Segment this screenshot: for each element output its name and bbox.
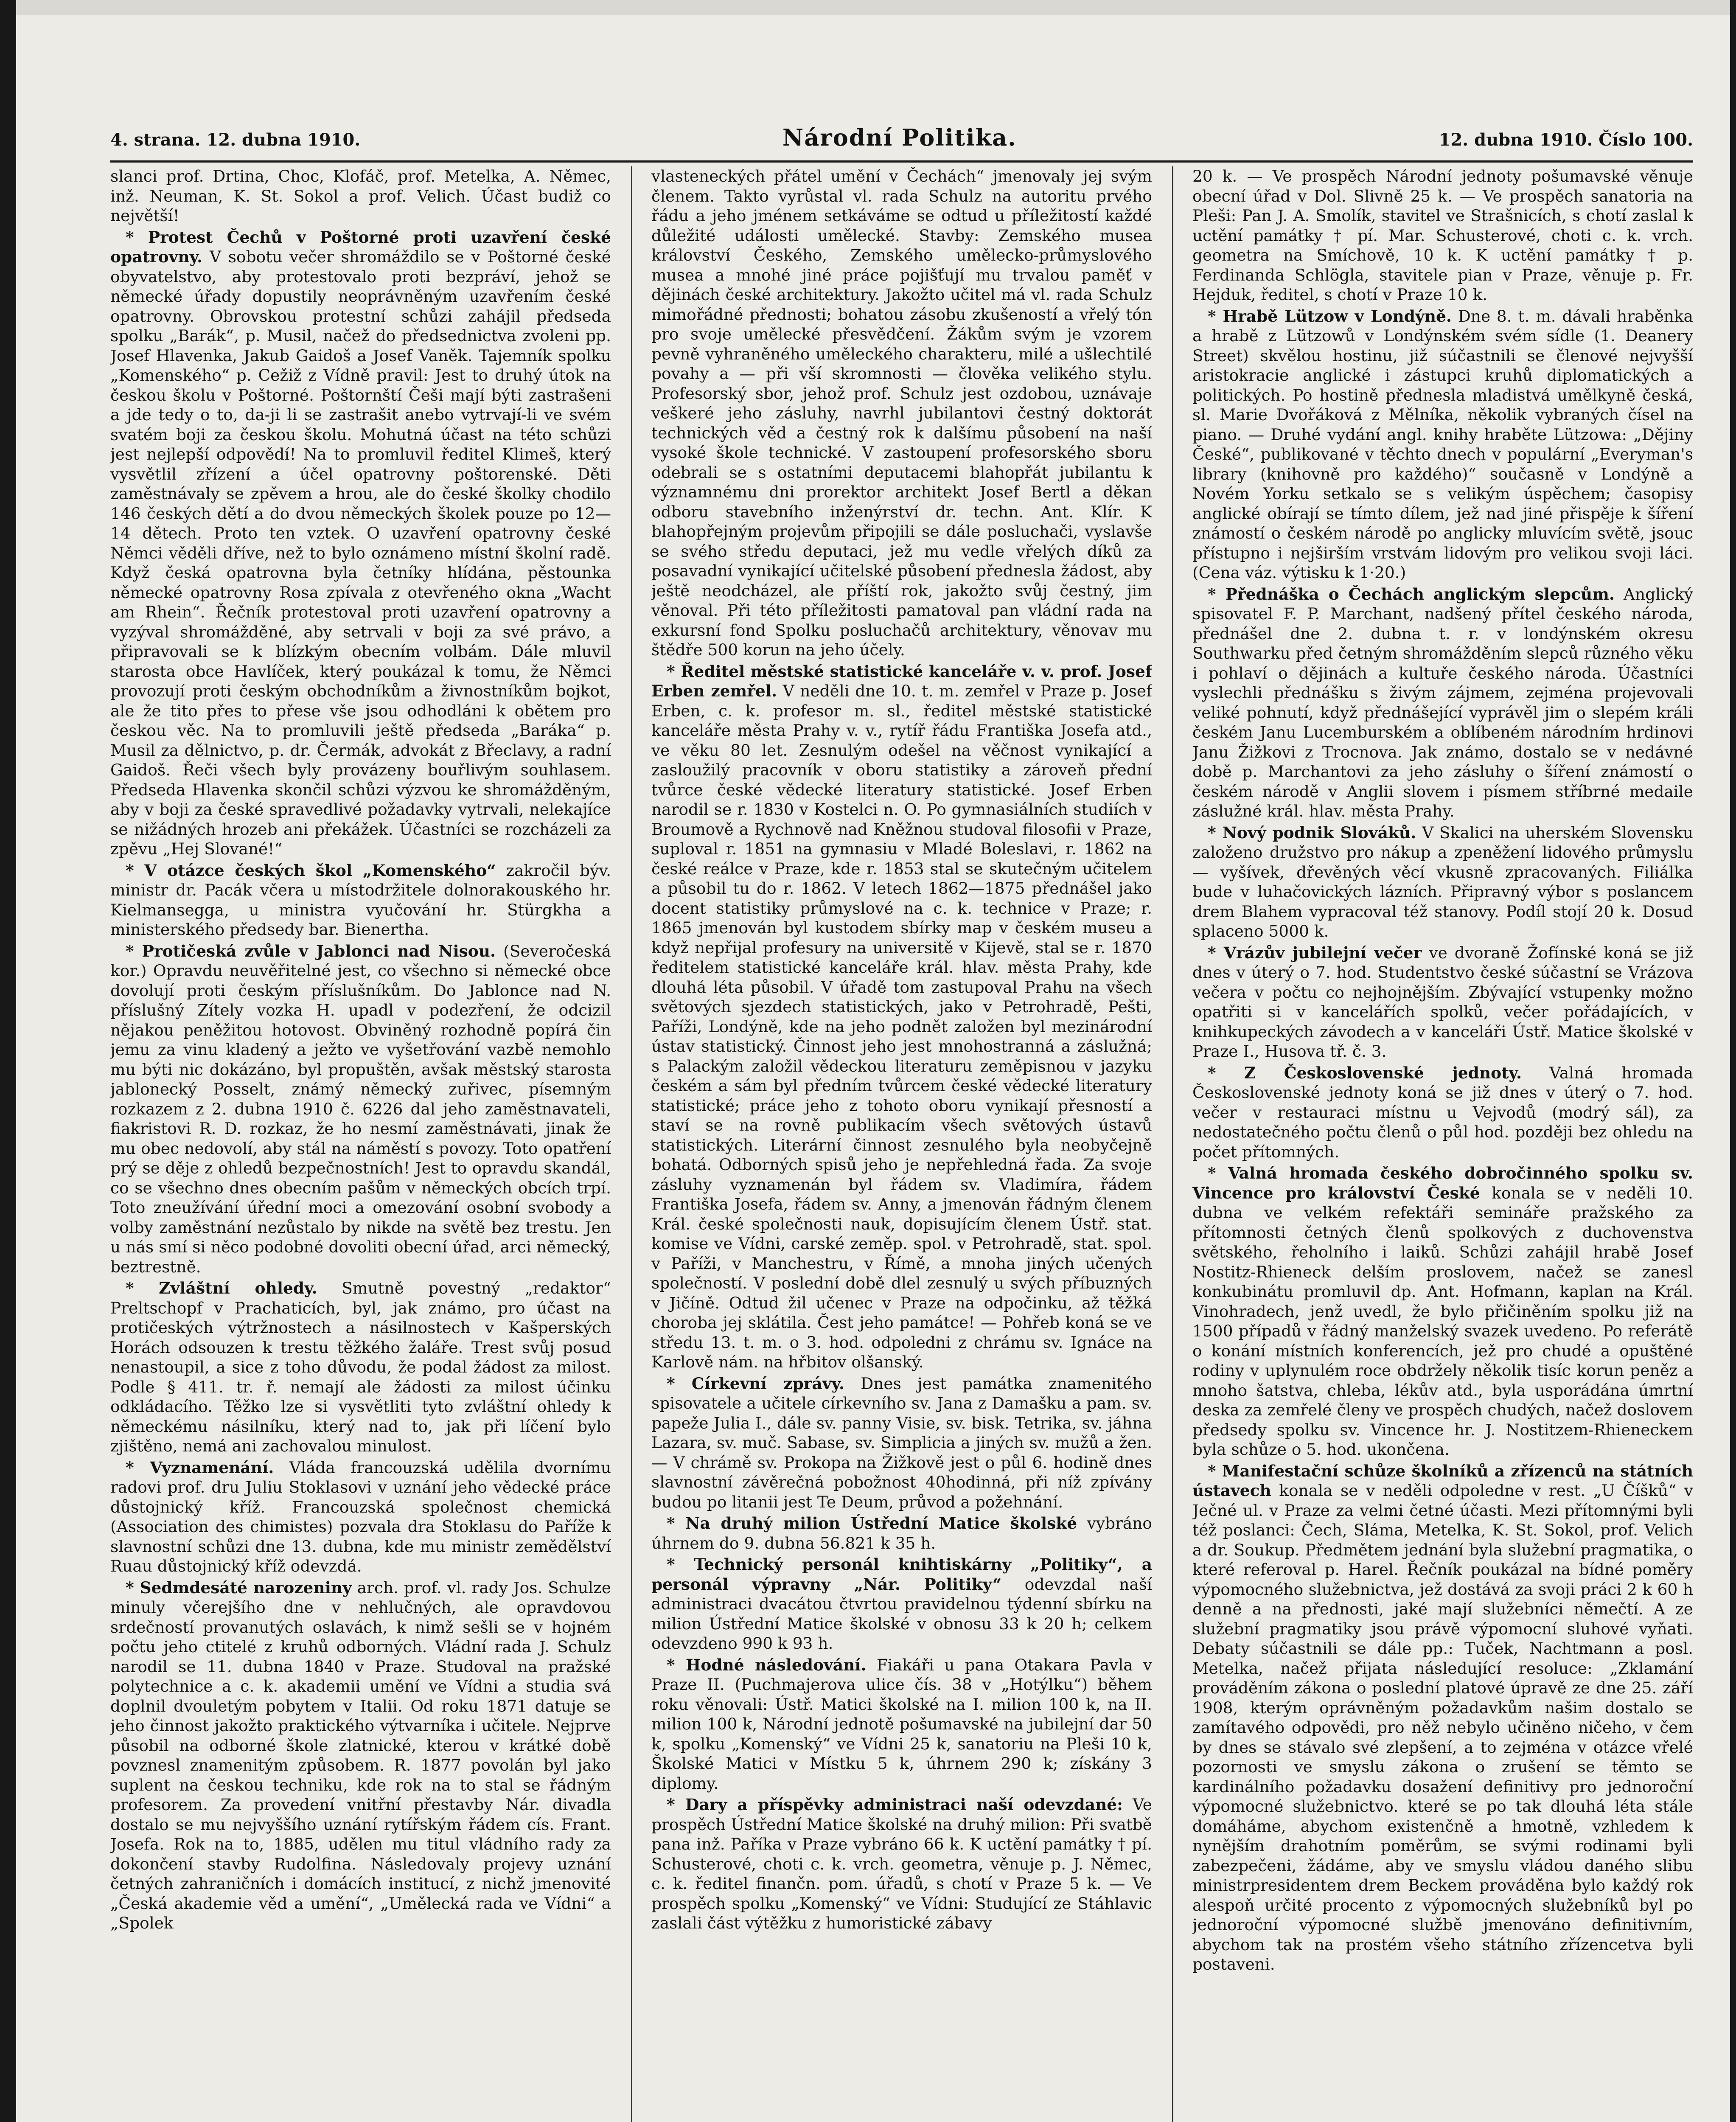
- paragraph-text: Dne 8. t. m. dávali hraběnka a hrabě z Lützowů v Londýnském svém sídle (1. Deanery Street) skvělou hostinu, již súčastnili se členové nejvyšší aristokracie anglické i zástupci kruhů diplomatických a politických. Po hostině přednesla mladistvá umělkyně česká, sl. Marie Dvořáková z Mělníka, několik vybraných čísel na piano. — Druhé vydání angl. knihy hraběte Lützowa: „Dějiny České“, publikované v těchto dnech v populární „Everyman's library (knihovně pro každého)“ současně v Londýně a Novém Yorku setkalo se s velikým úspěchem; časopisy anglické obírají se tímto dílem, jež nad jiné přispěje k šíření známostí o českém národě po anglicky mluvícím světě, jsouc přístupno i nejširším vrstvám lidovým pro velikou svoji láci. (Cena váz. výtisku k 1·20.): [1192, 306, 1693, 582]
- paragraph-headline: * Protest Čechů v Poštorné proti uzavření české opatrovny.: [110, 227, 611, 266]
- news-paragraph: [1192, 584, 1693, 821]
- paragraph-headline: * Protičeská zvůle v Jablonci nad Nisou.: [126, 941, 496, 960]
- paragraph-text: Dnes jest památka znamenitého spisovatele a učitele církevního sv. Jana z Damašku a pam. sv. papeže Julia I., dále sv. panny Visie, sv. bisk. Tetrika, sv. jáhna Lazara, sv. muč. Sabase, sv. Simplicia a jiných sv. mužů a žen. — V chrámě sv. Prokopa na Žižkově jest o půl 6. hodině dnes slavnostní závěrečná pobožnost 40hodinná, při níž zpívány budou po litanii jest Te Deum, průvod a požehnání.: [651, 1374, 1152, 1511]
- news-paragraph: [651, 1655, 1152, 1794]
- paragraph-headline: * Na druhý milion Ústřední Matice školské: [667, 1514, 1077, 1533]
- paragraph-text: vybráno úhrnem do 9. dubna 56.821 k 35 h.: [651, 1514, 1152, 1552]
- scan-border-left: [0, 0, 16, 2122]
- news-paragraph: [1192, 1163, 1693, 1460]
- paragraph-headline: * Manifestační schůze školníků a zřízenců na státních ústavech: [1192, 1461, 1693, 1500]
- paragraph-text: slanci prof. Drtina, Choc, Klofáč, prof. Metelka, A. Němec, inž. Neuman, K. St. Sokol a prof. Velich. Účast budiž co největší!: [110, 167, 611, 225]
- scan-border-top: [0, 0, 1736, 15]
- paragraph-headline: * Přednáška o Čechách anglickým slepcům.: [1208, 584, 1615, 603]
- news-paragraph: [651, 1513, 1152, 1553]
- paragraph-headline: * Technický personál knihtiskárny „Politiky“, a personál výpravny „Nár. Politiky“: [651, 1555, 1152, 1594]
- newspaper-title: Národní Politika.: [782, 124, 1017, 151]
- paragraph-headline: * Ředitel městské statistické kanceláře v. v. prof. Josef Erben zemřel.: [651, 662, 1152, 700]
- news-paragraph: [1192, 306, 1693, 583]
- paragraph-text: konala se v neděli 10. dubna ve velkém refektáři semináře pražského za přítomnosti četných členů spolkových z duchovenstva světského, řeholního i laiků. Schůzi zahájil hrabě Josef Nostitz-Rhieneck delším proslovem, načež se zanesl konkubinátu promluvil dp. Ant. Hofmann, kaplan na Král. Vinohradech, jenž uvedl, že bylo přičiněním spolku již na 1500 případů v řádný manželský svazek uvedeno. Po referátě o konání místních konferencích, jež pro chudé a opuštěné rodiny v uplynulém roce obdržely několik tisíc korun peněz a mnoho šatstva, chleba, lékův atd., byla usporádána úmrtní deska za zemřelé členy ve prospěch chudých, načež doslovem předsedy spolku sv. Vincence hr. J. Nostitzem-Rhieneckem byla schůze o 5. hod. ukončena.: [1192, 1183, 1693, 1459]
- news-paragraph: [1192, 943, 1693, 1061]
- news-paragraph: [110, 861, 611, 940]
- news-paragraph: [110, 227, 611, 859]
- paragraph-text: konala se v neděli odpoledne v rest. „U Číšků“ v Ječné ul. v Praze za velmi četné účasti. Mezi přítomnými byli též poslanci: Čech, Sláma, Metelka, K. St. Sokol, prof. Velich a dr. Soukup. Předmětem jednání byla služební pragmatika, o které referoval p. Harel. Řečník poukázal na bídné poměry výpomocného služebnictva, jež dostává za svoji práci 2 k 60 h denně a na přednosti, jaké mají služebníci němečtí. A ze služební pragmatiky jsou právě výpomocní sluhové vyňati. Debaty súčastnili se dále pp.: Tuček, Nachtmann a posl. Metelka, načež přijata následující resoluce: „Zklamání prováděním zákona o poslední platové úpravě ze dne 25. září 1908, kterým oprávněným požadavkům našim dostalo se zamítavého odpovědi, pro něž nebylo učiněno ničeho, v čem by dnes se stávalo své zlepšení, a to zejména v otázce vřelé pozornosti ve smyslu zákona o zrušení se těmto se kardinálního požadavku dosažení definitivy pro jednoroční výpomocné služebnictvo. které se po tak dlouhá léta stále domáháme, abychom existenčně a hmotně, vzhledem k nynějším drahotním poměrům, se svými rodinami byli zabezpečeni, žádáme, aby ve smyslu vládou daného slibu ministrpresidentem drem Beckem prováděna bylo každý rok alespoň určité procento z výpomocných služebníků byl po jednoroční výpomocné službě jmenováno definitivním, abychom tak na prostém všeho státního zřízencetva byli postaveni.: [1192, 1481, 1693, 1973]
- news-paragraph: [110, 1278, 611, 1456]
- paragraph-text: 20 k. — Ve prospěch Národní jednoty pošumavské věnuje obecní úřad v Dol. Slivně 25 k. — Ve prospěch sanatoria na Pleši: Pan J. A. Smolík, stavitel ve Strašnicích, s chotí zaslal k uctění památky † pí. Mar. Schusterové, choti c. k. vrch. geometra na Smíchově, 10 k. K uctění památky † p. Ferdinanda Schlögla, stavitele pian v Praze, věnuje p. Fr. Hejduk, ředitel, s chotí v Praze 10 k.: [1192, 167, 1693, 304]
- paragraph-headline: * Církevní zprávy.: [667, 1374, 845, 1393]
- paragraph-text: V Skalici na uherském Slovensku založeno družstvo pro nákup a zpeněžení lidového průmyslu — vyšívek, dřevěných věcí vkusně zpracovaných. Filiálka bude v luhačovických lázních. Připravný výbor s poslancem drem Blahem vypracoval též stanovy. Podíl stojí 20 k. Dosud splaceno 5000 k.: [1192, 823, 1693, 940]
- paragraph-headline: * Nový podnik Slováků.: [1208, 823, 1416, 842]
- paragraph-text: ve dvoraně Žofínské koná se již dnes v úterý o 7. hod. Studentstvo české súčastní se Vrázova večera v počtu co nejhojnějším. Zbývající vstupenky možno opatřiti si v kancelářích spolků, večer pořádajících, v knihkupeckých závodech a v kanceláři Ústř. Matice školské v Praze I., Husova tř. č. 3.: [1192, 943, 1693, 1061]
- paragraph-text: odevzdal naší administraci dvacátou čtvrtou pravidelnou týdenní sbírku na milion Ústřední Matice školské v obnosu 33 k 20 h; celkem odevzdeno 990 k 93 h.: [651, 1575, 1152, 1653]
- news-paragraph: [1192, 1461, 1693, 1974]
- paragraph-headline: * Dary a příspěvky administraci naší odevzdané:: [667, 1795, 1123, 1814]
- paragraph-headline: * Valná hromada českého dobročinného spolku sv. Vincence pro království České: [1192, 1164, 1693, 1202]
- paragraph-text: zakročil býv. ministr dr. Pacák včera u místodržitele dolnorakouského hr. Kielmansegga, u ministra vyučování hr. Stürgkha a ministerského předsedy bar. Bienertha.: [110, 861, 611, 939]
- page-header: [110, 124, 1693, 158]
- paragraph-text: Smutně povestný „redaktor“ Preltschopf v Prachaticích, byl, jak známo, pro účast na protičeských výtržnostech a násilnostech v Kašperských Horách odsouzen k trestu těžkého žaláře. Trest svůj posud nenastoupil, a sice z toho důvodu, že podal žádost za milost. Podle § 411. tr. ř. nemají ale žádosti za milost účinku odkládacího. Těžko lze si vysvětliti tyto zvláštní ohledy k německému násilníku, který nad to, jak při líčení bylo zjištěno, nemá ani zachovalou minulost.: [110, 1279, 611, 1455]
- paragraph-headline: * Hodné následování.: [667, 1655, 867, 1674]
- paragraph-text: V neděli dne 10. t. m. zemřel v Praze p. Josef Erben, c. k. profesor m. sl., ředitel městské statistické kanceláře města Prahy v. v., rytíř řádu Františka Josefa atd., ve věku 80 let. Zesnulým odešel na věčnost vynikající a zasloužilý pracovník v oboru statistiky a zároveň přední tvůrce české vědecké literatury statistické. Josef Erben narodil se r. 1830 v Kostelci n. O. Po gymnasiálních studiích v Broumově a Rychnově nad Kněžnou studoval filosofii v Praze, suploval r. 1851 na gymnasiu v Mladé Boleslavi, r. 1862 na české reálce v Praze, kde r. 1853 stal se skutečným učitelem a působil tu do r. 1862. V letech 1862—1875 přednášel jako docent statistiky průmyslové na c. k. technice v Praze; r. 1865 jmenován byl kustodem sbírky map v českém museu a když nepřijal profesury na universitě v Kijevě, stal se r. 1870 ředitelem statistické kanceláře král. hlav. města Prahy, kde dlouhá léta působil. V úřadě tom zastupoval Prahu na všech světových sjezdech statistických, jako v Petrohradě, Pešti, Paříži, Londýně, kde na jeho podnět založen byl mezinárodní ústav statistický. Činnost jeho jest mnohostranná a záslužná; s Palackým založil vědeckou literaturu zeměpisnou v jazyku českém a sám byl předním tvůrcem české vědecké literatury statistické; práce jeho z tohoto oboru vynikají přesností a staví se na rovně publikacím všech světových ústavů statistických. Literární činnost zesnulého byla neobyčejně bohatá. Odborných spisů jeho je nepřehledná řada. Za svoje zásluhy vyznamenán byl řádem sv. Vladimíra, řádem Františka Josefa, řádem sv. Anny, a jmenován řádným členem Král. české společnosti nauk, dopisujícím členem Ústř. stat. komise ve Vídni, carské zeměp. spol. v Petrohradě, stat. spol. v Paříži, v Manchestru, v Římě, a mnoha jiných učených společností. V poslední době dlel zesnulý u svých příbuzných v Jičíně. Odtud žil učenec v Praze na odpočinku, až těžká choroba jej sklátila. Čest jeho památce! — Pohřeb koná se ve středu 13. t. m. o 3. hod. odpoledni z chrámu sv. Ignáce na Karlově nám. na hřbitov olšanský.: [651, 682, 1152, 1371]
- column-2: [651, 166, 1152, 2122]
- scan-border-right: [1730, 0, 1736, 2122]
- paragraph-headline: * Hrabě Lützow v Londýně.: [1208, 306, 1452, 326]
- paragraph-text: Vláda francouzská udělila dvornímu radovi prof. dru Juliu Stoklasovi v uznání jeho vědecké práce důstojnický kříž. Francouzská společnost chemická (Association des chimistes) pozvala dra Stoklasu do Paříže k slavnostní schůzi dne 13. dubna, kde mu ministr zemědělství Ruau důstojnický kříž odevzdá.: [110, 1458, 611, 1575]
- paragraph-headline: * Zvláštní ohledy.: [126, 1279, 317, 1297]
- paragraph-headline: * Sedmdesáté narozeniny: [126, 1578, 352, 1597]
- column-3: [1192, 166, 1693, 2122]
- paragraph-text: Ve prospěch Ústřední Matice školské na druhý milion: Při svatbě pana inž. Paříka v Praze vybráno 66 k. K uctění památky † pí. Schusterové, choti c. k. vrch. geometra, věnuje p. J. Němec, c. k. ředitel finančn. pom. úřadů, s chotí v Praze 5 k. — Ve prospěch spolku „Komenský“ ve Vídni: Studující ze Stáhlavic zaslali část výtěžku z humoristické zábavy: [651, 1795, 1152, 1932]
- paragraph-text: V sobotu večer shromáždilo se v Poštorné české obyvatelstvo, aby protestovalo proti bezpráví, jehož se německé úřady dopustily neoprávněným uzavřením české opatrovny. Obrovskou protestní schůzi zahájil předseda spolku „Barák“, p. Musil, načež do předsednictva zvoleni pp. Josef Hlavenka, Jakub Gaidoš a Josef Vaněk. Tajemník spolku „Komenského“ p. Cežiž z Vídně pravil: Jest to druhý útok na českou školu v Poštorné. Poštornští Češi mají býti zastrašeni a jde tedy o to, da-ji li se zastrašit anebo vytrvají-li ve svém svatém boji za českou školu. Mohutná účast na této schůzi jest nejlepší odpovědí! Na to promluvil ředitel Klimeš, který vysvětlil zřízení a účel opatrovny poštorenské. Děti zaměstnávaly se zpěvem a hrou, ale do české školky chodilo 146 českých dětí a do dvou německých školek pouze po 12—14 dětech. Proto ten vztek. O uzavření opatrovny české Němci věděli dříve, než to bylo oznámeno místní školní radě. Když česká opatrovna byla četníky hlídána, pěstounka německé opatrovny Rosa zpívala z otevřeného okna „Wacht am Rhein“. Řečník protestoval proti uzavření opatrovny a vyzýval shromážděné, aby setrvali v boji za své právo, a připravovali se k blízkým obecním volbám. Dále mluvil starosta obce Havlíček, který poukázal k tomu, že Němci provozují proti českým obchodníkům a živnostníkům bojkot, ale že tito přes to přese vše jsou odhodláni k obětem pro českou věc. Na to promluvili ještě předseda „Baráka“ p. Musil za dělnictvo, p. dr. Čermák, advokát z Břeclavy, a radní Gaidoš. Řeči všech byly provázeny bouřlivým souhlasem. Předseda Hlavenka skončil schůzi výzvou ke shromážděným, aby v boji za české spravedlivé požadavky vytrvali, nelekajíce se nižádných hrozeb ani překážek. Účastníci se rozcházeli za zpěvu „Hej Slované!“: [110, 247, 611, 858]
- news-paragraph: [651, 1374, 1152, 1512]
- news-paragraph: [651, 662, 1152, 1372]
- news-paragraph: [1192, 166, 1693, 305]
- news-paragraph: [651, 1795, 1152, 1933]
- header-issue-info: 12. dubna 1910. Číslo 100.: [1439, 130, 1693, 150]
- news-paragraph: [110, 1578, 611, 1933]
- paragraph-text: Valná hromada Československé jednoty koná se již dnes v úterý o 7. hod. večer v restauraci místnu u Vejvodů (modrý sál), za nedostatečného počtu členů o půl hod. později bez ohledu na počet přítomných.: [1192, 1063, 1693, 1161]
- paragraph-text: (Severočeská kor.) Opravdu neuvěřitelné jest, co všechno si německé obce dovolují proti českým příslušníkům. Do Jablonce nad N. příslušný Zítely vozka H. upadl v podezření, že odcizil nějakou peněžitou hotovost. Obviněný rozhodně popírá čin jemu za vinu kladený a ježto ve vyšetřování vazbě nemohlo mu býti nic dokázáno, byl propuštěn, avšak městský starosta jablonecký Posselt, známý německý zuřivec, písemným rozkazem z 2. dubna 1910 č. 6226 dal jeho zaměstnavateli, fiakristovi R. D. rozkaz, že ho nesmí zaměstnávati, jinak že mu obec nedovolí, aby stál na náměstí s povozy. Toto opatření prý se děje z ohledů bezpečnostních! Jest to opravdu skandál, co se všechno dnes obecním pašům v německých obcích trpí. Toto zneužívání úřední moci a omezování osobní svobody a volby zaměstnání nezůstalo by nikde na světě bez trestu. Jen u nás smí si něco podobné dovoliti obecní úřad, arci německý, beztrestně.: [110, 941, 611, 1276]
- header-rule: [110, 160, 1693, 163]
- news-paragraph: [651, 166, 1152, 660]
- news-paragraph: [110, 941, 611, 1277]
- paragraph-headline: * Z Československé jednoty.: [1208, 1063, 1522, 1082]
- news-paragraph: [110, 166, 611, 226]
- paragraph-headline: * Vyznamenání.: [126, 1458, 274, 1477]
- news-paragraph: [110, 1458, 611, 1576]
- paragraph-text: vlasteneckých přátel umění v Čechách“ jmenovaly jej svým členem. Takto vyrůstal vl. rada Schulz na autoritu prvého řádu a jeho jménem setkáváme se odtud u příležitostí každé důležité události umělecké. Stavby: Zemského musea království Českého, Zemského umělecko-průmyslového musea a mnohé jiné práce pojišťují mu trvalou paměť v dějinách české architektury. Jakožto učitel má vl. rada Schulz mimořádné přednosti; bohatou zásobu zkušeností a vřelý tón pro svoje umělecké přesvědčení. Žákům svým je vzorem pevně vyhraněného uměleckého charakteru, milé a ušlechtilé povahy a — při vší skromnosti — člověka velikého stylu. Profesorský sbor, jehož prof. Schulz jest ozdobou, uznávaje veškeré jeho zásluhy, navrhl jubilantovi čestný doktorát technických věd a čestný rok k dalšímu působení na naší vysoké škole technické. V zastoupení profesorského sboru odebrali se s ostatními deputacemi blahopřát jubilantu k významnému dni prorektor architekt Josef Bertl a děkan odboru stavebního inženýrství dr. techn. Ant. Klír. K blahopřejným projevům připojili se dále posluchači, vyslavše se svého středu deputaci, jež mu vedle vřelých díků za posavadní vynikající učitelské působení přednesla žádost, aby ještě neodcházel, ale příští rok, jakožto svůj čestný, jim věnoval. Při této příležitosti pamatoval pan vládní rada na exkursní fond Spolku posluchačů architektury, věnovav mu štědře 500 korun na jeho účely.: [651, 167, 1152, 659]
- news-paragraph: [651, 1555, 1152, 1653]
- paragraph-headline: * Vrázův jubilejní večer: [1208, 943, 1422, 962]
- paragraph-headline: * V otázce českých škol „Komenského“: [126, 861, 496, 880]
- news-paragraph: [1192, 1063, 1693, 1162]
- header-page-info: 4. strana. 12. dubna 1910.: [110, 130, 361, 150]
- column-1: [110, 166, 611, 2122]
- article-columns: [110, 166, 1693, 2122]
- paragraph-text: arch. prof. vl. rady Jos. Schulze minuly včerejšího dne v nehlučných, ale opravdovou srdečností provanutých oslavách, k nimž sešli se v hojném počtu jeho ctitelé z kruhů odborných. Vládní rada J. Schulz narodil se 11. dubna 1840 v Praze. Studoval na pražské polytechnice a c. k. akademii umění ve Vídni a studia svá doplnil dvouletým pobytem v Italii. Od roku 1871 datuje se jeho činnost jakožto praktického výtvarníka i učitele. Nejprve působil na odborné škole zlatnické, kterou v krátké době povznesl znamenitým způsobem. R. 1877 povolán byl jako suplent na českou techniku, kde rok na to stal se řádným profesorem. Za provedení vnitřní přestavby Nár. divadla dostalo se mu nejvyššího uznání rytířským řádem cís. Frant. Josefa. Rok na to, 1885, udělen mu titul vládního rady za dokončení stavby Rudolfina. Následovaly projevy uznání četných zahraničních i domácích institucí, z nichž jmenovité „Česká akademie věd a umění“, „Umělecká rada ve Vídni“ a „Spolek: [110, 1578, 611, 1932]
- paragraph-text: Fiakáři u pana Otakara Pavla v Praze II. (Puchmajerova ulice čís. 38 v „Hotýlku“) během roku věnovali: Ústř. Matici školské na I. milion 100 k, na II. milion 100 k, Národní jednotě pošumavské na jubilejní dar 50 k, spolku „Komenský“ ve Vídni 25 k, sanatoriu na Pleši 10 k, Školské Matici v Místku 5 k, úhrnem 290 k; získány 3 diplomy.: [651, 1655, 1152, 1793]
- paragraph-text: Anglický spisovatel F. P. Marchant, nadšený přítel českého národa, přednášel dne 2. dubna t. r. v londýnském okresu Southwarku před četným shromážděním slepců různého věku i pohlaví o dějinách a kultuře českého národa. Účastníci vyslechli přednášku s živým zájmem, zejména projevovali veliké pohnutí, když přednášející vyprávěl jim o slepém králi českém Janu Lucemburském a oblíbeném národním hrdinovi Janu Žižkovi z Trocnova. Jak známo, dostalo se v nedávné době p. Marchantovi za jeho zásluhy o šíření známostí o českém národě v Anglii slovem i písmem stříbrné medaile záslužné král. hlav. města Prahy.: [1192, 584, 1693, 820]
- news-paragraph: [1192, 823, 1693, 941]
